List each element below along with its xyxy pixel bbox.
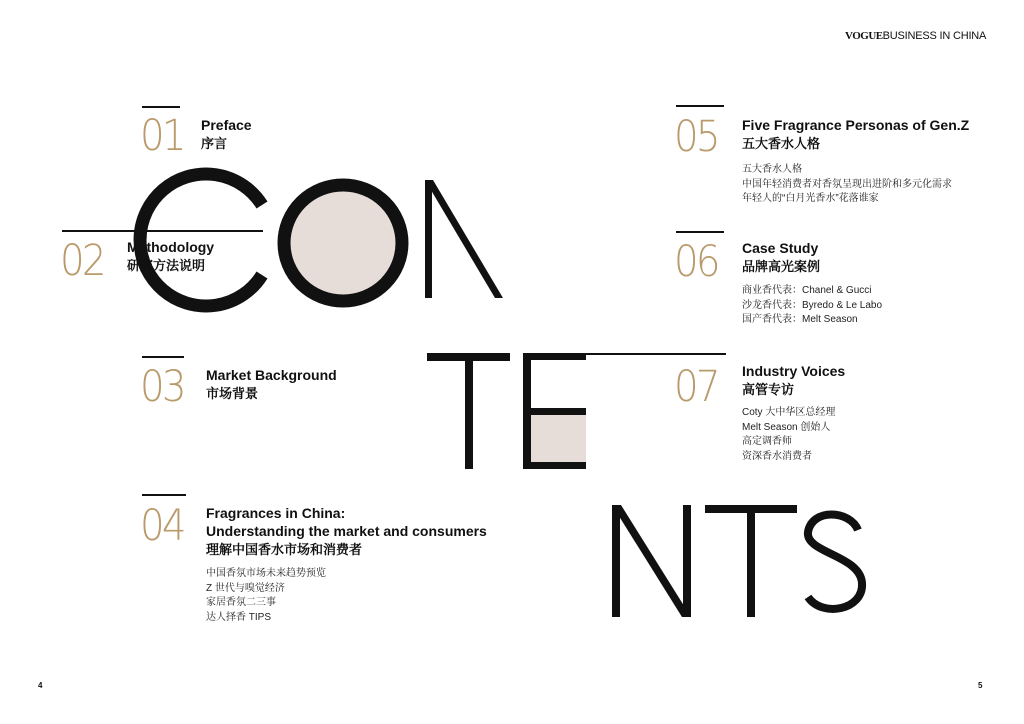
divider-04 (142, 494, 186, 496)
section-items-05 (742, 163, 952, 207)
section-title-en-03[interactable]: Market Background (206, 367, 337, 383)
section-title-en-01[interactable]: Preface (201, 117, 252, 133)
section-title-en-04[interactable]: Fragrances in China: (206, 505, 346, 521)
section-title-cn-01[interactable]: 序言 (201, 136, 228, 151)
section-title-cn-07[interactable]: 高管专访 (742, 382, 795, 397)
section-title-cn-06[interactable]: 品牌高光案例 (742, 259, 821, 274)
letter-e (523, 353, 586, 469)
section-number-05: 05 (674, 112, 718, 162)
section-items-04 (206, 567, 326, 625)
page-number-right: 5 (978, 681, 983, 690)
list-item: 沙龙香代表：Byredo & Le Labo (742, 299, 883, 311)
section-title-cn-02[interactable]: 研究方法说明 (127, 258, 206, 273)
section-number-03: 03 (140, 362, 184, 412)
page-number-left: 4 (38, 681, 43, 690)
list-item: 达人择香 TIPS (206, 611, 272, 623)
section-title-en-02[interactable]: Methodology (127, 239, 215, 255)
section-items-07 (742, 406, 835, 464)
list-item: 五大香水人格 (742, 164, 802, 175)
list-item: 商业香代表：Chanel & Gucci (742, 285, 872, 296)
list-item: 高定调香师 (742, 436, 792, 447)
section-number-06: 06 (674, 237, 718, 287)
list-item: Melt Season 创始人 (742, 421, 831, 433)
section-number-04: 04 (140, 501, 184, 551)
divider-05 (676, 105, 724, 107)
section-items-06 (742, 284, 882, 328)
section-number-01: 01 (140, 111, 184, 161)
list-item: 年轻人的“白月光香水”花落谁家 (742, 193, 879, 204)
section-number-02: 02 (60, 236, 104, 286)
divider-03 (142, 356, 184, 358)
letter-t (427, 353, 510, 469)
list-item: 中国年轻消费者对香氛呈现出进阶和多元化需求 (742, 178, 952, 190)
letter-n-top (425, 180, 503, 298)
section-title-cn-05[interactable]: 五大香水人格 (742, 136, 821, 151)
section-title-en-06[interactable]: Case Study (742, 240, 819, 256)
section-title-en-07[interactable]: Industry Voices (742, 363, 846, 379)
list-item: 家居香氛二三事 (206, 597, 276, 608)
letter-n-bottom (612, 505, 691, 617)
section-title-en-05[interactable]: Five Fragrance Personas of Gen.Z (742, 117, 970, 133)
letter-t-bottom (705, 505, 797, 617)
section-subtitle-en-04[interactable]: Understanding the market and consumers (206, 523, 487, 539)
list-item: Z 世代与嗅觉经济 (206, 582, 285, 594)
list-item: 资深香水消费者 (742, 450, 812, 462)
list-item: 国产香代表：Melt Season (742, 314, 858, 325)
divider-01 (142, 106, 180, 108)
divider-06 (676, 231, 724, 233)
letter-s (808, 515, 862, 609)
brand-logo: VOGUEBUSINESS IN CHINA (845, 30, 987, 42)
list-item: Coty 大中华区总经理 (742, 407, 836, 418)
section-number-07: 07 (674, 362, 718, 412)
section-title-cn-03[interactable]: 市场背景 (206, 386, 259, 401)
list-item: 中国香氛市场未来趋势预览 (206, 568, 326, 579)
section-title-cn-04[interactable]: 理解中国香水市场和消费者 (206, 542, 363, 557)
